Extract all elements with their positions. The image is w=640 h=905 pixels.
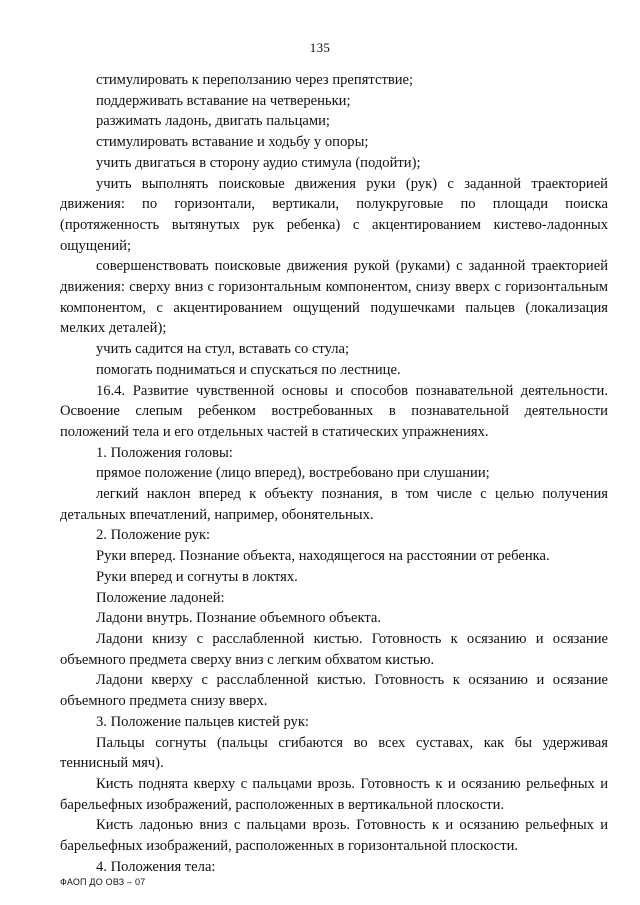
paragraph: Руки вперед и согнуты в локтях. [96, 568, 298, 585]
paragraph: совершенствовать поисковые движения рукой (руками) с заданной траекторией движения: сверху вниз с горизонтальным компонентом, снизу вверх с горизонтальным компонентом, с акцентированием ощущений подушечками пальцев (локализация мелких деталей); [60, 258, 608, 337]
document-footer: ФАОП ДО ОВЗ – 07 [60, 877, 146, 887]
section-heading-paragraph: 16.4. Развитие чувственной основы и способов познавательной деятельности. Освоение слепым ребенком востребованных в познавательной деятельности положений тела и его отдельных частей в статических упражнениях. [60, 382, 608, 440]
paragraph: Кисть ладонью вниз с пальцами врозь. Готовность к и осязанию рельефных и барельефных изображений, расположенных в горизонтальной плоскости. [60, 817, 608, 855]
page-number: 135 [309, 40, 331, 55]
paragraph: учить двигаться в сторону аудио стимула (подойти); [96, 154, 421, 171]
paragraph: прямое положение (лицо вперед), востребовано при слушании; [96, 465, 490, 482]
paragraph: Ладони книзу с расслабленной кистью. Готовность к осязанию и осязание объемного предмета сверху вниз с легким обхватом кистью. [60, 630, 608, 668]
paragraph: Ладони кверху с расслабленной кистью. Готовность к осязанию и осязание объемного предмета снизу вверх. [60, 672, 608, 710]
paragraph: учить выполнять поисковые движения руки (рук) с заданной траекторией движения: по горизонтали, вертикали, полукруговые по площади поиска (протяженность вытянутых рук ребенка) с акцентированием кистево-ладонных ощущений; [60, 175, 608, 254]
paragraph: помогать подниматься и спускаться по лестнице. [96, 361, 401, 378]
paragraph: легкий наклон вперед к объекту познания, в том числе с целью получения детальных впечатлений, например, обонятельных. [60, 486, 608, 523]
document-body [60, 70, 608, 877]
paragraph: Ладони внутрь. Познание объемного объекта. [96, 610, 382, 627]
paragraph: разжимать ладонь, двигать пальцами; [96, 113, 330, 130]
list-heading: 1. Положения головы: [96, 444, 233, 461]
paragraph: Руки вперед. Познание объекта, находящегося на расстоянии от ребенка. [96, 548, 550, 565]
list-heading: 2. Положение рук: [96, 527, 211, 544]
list-heading: 3. Положение пальцев кистей рук: [96, 713, 309, 730]
paragraph: Пальцы согнуты (пальцы сгибаются во всех суставах, как бы удерживая теннисный мяч). [60, 734, 608, 772]
paragraph: стимулировать к переползанию через препятствие; [96, 72, 414, 88]
paragraph: учить садится на стул, вставать со стула; [96, 341, 350, 358]
list-heading: Положение ладоней: [96, 589, 225, 606]
paragraph: Кисть поднята кверху с пальцами врозь. Готовность к и осязанию рельефных и барельефных изображений, расположенных в вертикальной плоскости. [60, 775, 608, 813]
paragraph: поддерживать вставание на четвереньки; [96, 92, 351, 109]
paragraph: стимулировать вставание и ходьбу у опоры; [96, 134, 369, 151]
list-heading: 4. Положения тела: [96, 858, 216, 875]
